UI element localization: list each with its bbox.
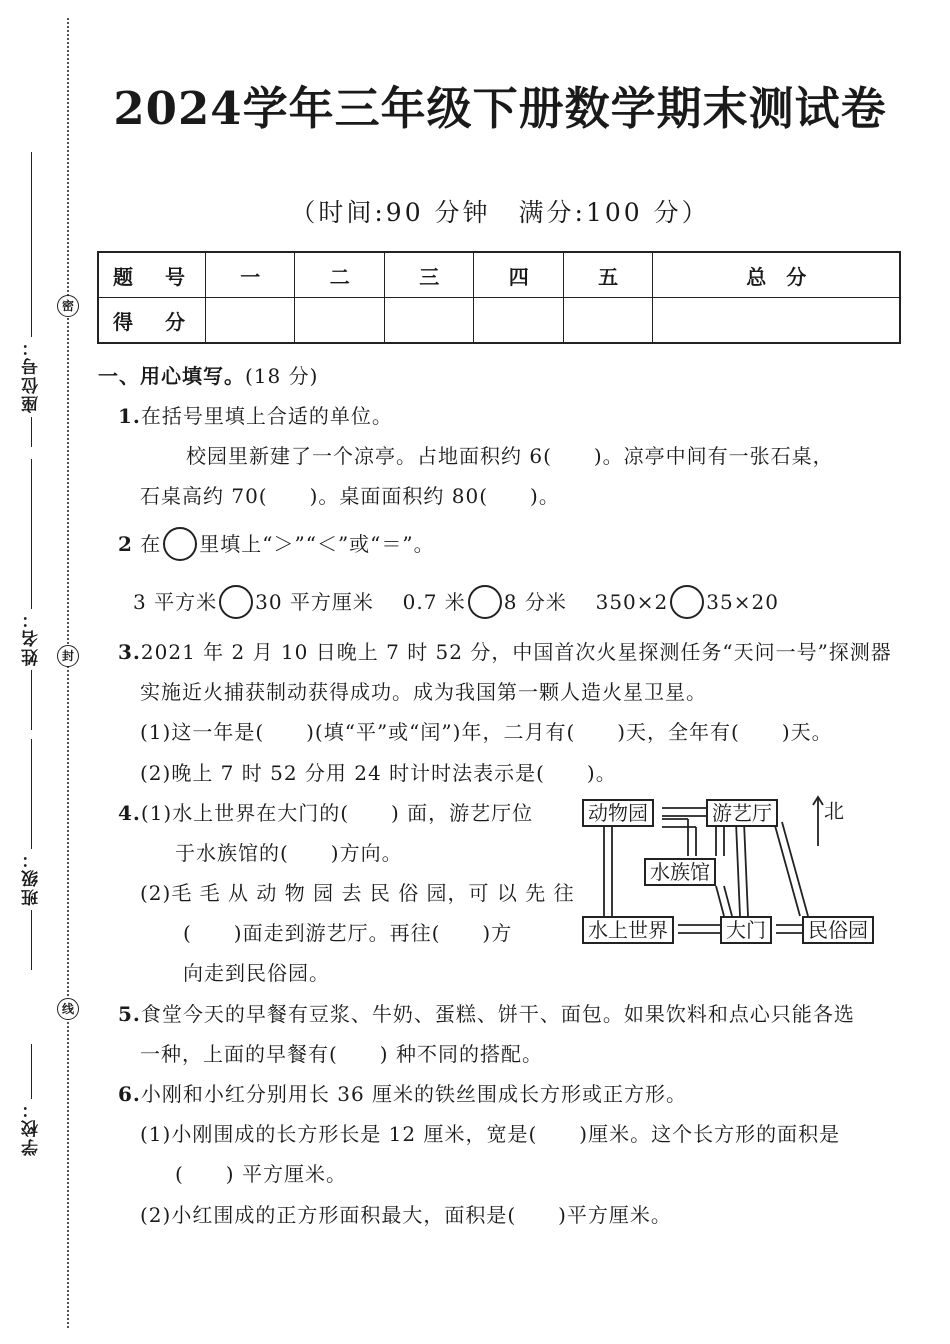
question-3 (118, 636, 892, 665)
question-4-number: 4. (118, 801, 141, 825)
question-2-number: 2 (118, 532, 133, 556)
name-label: 姓名： (21, 609, 42, 666)
score-cell[interactable] (474, 298, 563, 344)
map-place-folk-park: 民俗园 (802, 916, 874, 944)
compare-left: 0.7 米 (402, 590, 466, 614)
question-6-sub-1a: (1)小刚围成的长方形长是 12 厘米，宽是( )厘米。这个长方形的面积是 (140, 1122, 841, 1146)
question-2-items (133, 586, 779, 621)
class-underline (31, 739, 32, 849)
question-4-line-1: (1)水上世界在大门的( ) 面，游艺厅位 (140, 801, 534, 825)
compare-right: 30 平方厘米 (255, 590, 374, 614)
class-label: 班级： (21, 849, 42, 906)
score-row-label: 得 分 (98, 298, 206, 344)
score-cell[interactable] (563, 298, 652, 344)
seat-number-underline-end (31, 417, 32, 447)
compare-circle-icon (163, 527, 197, 561)
question-6-stem: 小刚和小红分别用长 36 厘米的铁丝围成长方形或正方形。 (140, 1082, 688, 1106)
compare-circle-blank[interactable] (670, 585, 704, 619)
north-label: 北 (824, 799, 844, 823)
question-6-sub-2: (2)小红围成的正方形面积最大，面积是( )平方厘米。 (140, 1203, 672, 1227)
question-1-line-2: 石桌高约 70( )。桌面面积约 80( )。 (140, 484, 560, 508)
score-cell[interactable] (384, 298, 473, 344)
question-3-line-1: 2021 年 2 月 10 日晚上 7 时 52 分，中国首次火星探测任务“天问一号”探测器 (140, 640, 892, 664)
compare-right: 8 分米 (503, 590, 567, 614)
binding-dotted-line (67, 18, 69, 1328)
question-1 (118, 400, 393, 429)
score-table-header-label: 题 号 (98, 252, 206, 298)
name-field[interactable] (20, 455, 42, 730)
section-1-title: 一、用心填写。 (98, 364, 245, 388)
question-3-sub-1: (1)这一年是( )(填“平”或“闰”)年，二月有( )天，全年有( )天。 (140, 720, 833, 744)
question-3-number: 3. (118, 640, 141, 664)
compare-circle-blank[interactable] (468, 585, 502, 619)
seat-number-label: 座位号： (21, 337, 42, 413)
question-6-number: 6. (118, 1082, 141, 1106)
question-5-line-1: 食堂今天的早餐有豆浆、牛奶、蛋糕、饼干、面包。如果饮料和点心只能各选 (140, 1002, 855, 1026)
question-1-stem: 在括号里填上合适的单位。 (140, 404, 393, 428)
map-place-water-world: 水上世界 (582, 916, 674, 944)
class-underline-end (31, 910, 32, 970)
class-field[interactable] (20, 735, 42, 970)
page-title: 2024学年三年级下册数学期末测试卷 (113, 82, 887, 135)
question-1-line-1: 校园里新建了一个凉亭。占地面积约 6( )。凉亭中间有一张石桌， (186, 444, 834, 468)
question-1-number: 1. (118, 404, 141, 428)
score-table-col-5: 五 (563, 252, 652, 298)
question-2-stem-b: 里填上“＞”“＜”或“＝”。 (199, 532, 435, 556)
compare-left: 350×2 (595, 590, 669, 614)
map-place-zoo: 动物园 (582, 799, 654, 827)
section-1-heading (98, 360, 318, 389)
compare-circle-blank[interactable] (219, 585, 253, 619)
question-2 (118, 528, 435, 563)
question-5-line-2: 一种，上面的早餐有( ) 种不同的搭配。 (140, 1042, 543, 1066)
question-6 (118, 1078, 687, 1107)
school-label: 学校： (21, 1099, 42, 1156)
question-6-sub-1b: ( ) 平方厘米。 (175, 1162, 347, 1186)
score-table-col-total: 总 分 (653, 252, 900, 298)
score-table-score-row (98, 298, 900, 344)
question-2-stem-a: 在 (140, 532, 162, 556)
score-table-col-3: 三 (384, 252, 473, 298)
map-place-aquarium: 水族馆 (644, 858, 716, 886)
question-5 (118, 998, 855, 1027)
question-4 (118, 797, 533, 826)
score-table (97, 251, 901, 344)
name-underline-end (31, 670, 32, 730)
park-map (578, 792, 898, 952)
seat-number-field[interactable] (20, 148, 42, 447)
score-table-col-4: 四 (474, 252, 563, 298)
seal-mi: 密 (57, 295, 79, 317)
question-4-line-4: ( )面走到游艺厅。再往( )方 (183, 921, 513, 945)
school-underline (31, 1044, 32, 1099)
compare-left: 3 平方米 (133, 590, 218, 614)
question-4-line-5: 向走到民俗园。 (183, 961, 330, 985)
map-place-arcade: 游艺厅 (706, 799, 778, 827)
question-3-sub-2: (2)晚上 7 时 52 分用 24 时计时法表示是( )。 (140, 761, 617, 785)
name-underline (31, 459, 32, 609)
map-place-gate: 大门 (720, 916, 772, 944)
score-table-col-1: 一 (206, 252, 295, 298)
school-field[interactable] (20, 1040, 42, 1156)
score-table-col-2: 二 (295, 252, 384, 298)
question-4-line-2: 于水族馆的( )方向。 (175, 841, 403, 865)
score-cell[interactable] (295, 298, 384, 344)
seat-number-underline (31, 152, 32, 337)
compare-right: 35×20 (706, 590, 779, 614)
time-score-info: （时间:90 分钟 满分:100 分） (290, 198, 710, 227)
section-1-points: (18 分) (245, 364, 319, 388)
score-cell-total[interactable] (653, 298, 900, 344)
score-table-header-row (98, 252, 900, 298)
question-5-number: 5. (118, 1002, 141, 1026)
seal-feng: 封 (57, 645, 79, 667)
question-4-line-3: (2)毛 毛 从 动 物 园 去 民 俗 园，可 以 先 往 (140, 881, 575, 905)
seal-xian: 线 (57, 998, 79, 1020)
question-3-line-2: 实施近火捕获制动获得成功。成为我国第一颗人造火星卫星。 (140, 680, 707, 704)
score-cell[interactable] (206, 298, 295, 344)
